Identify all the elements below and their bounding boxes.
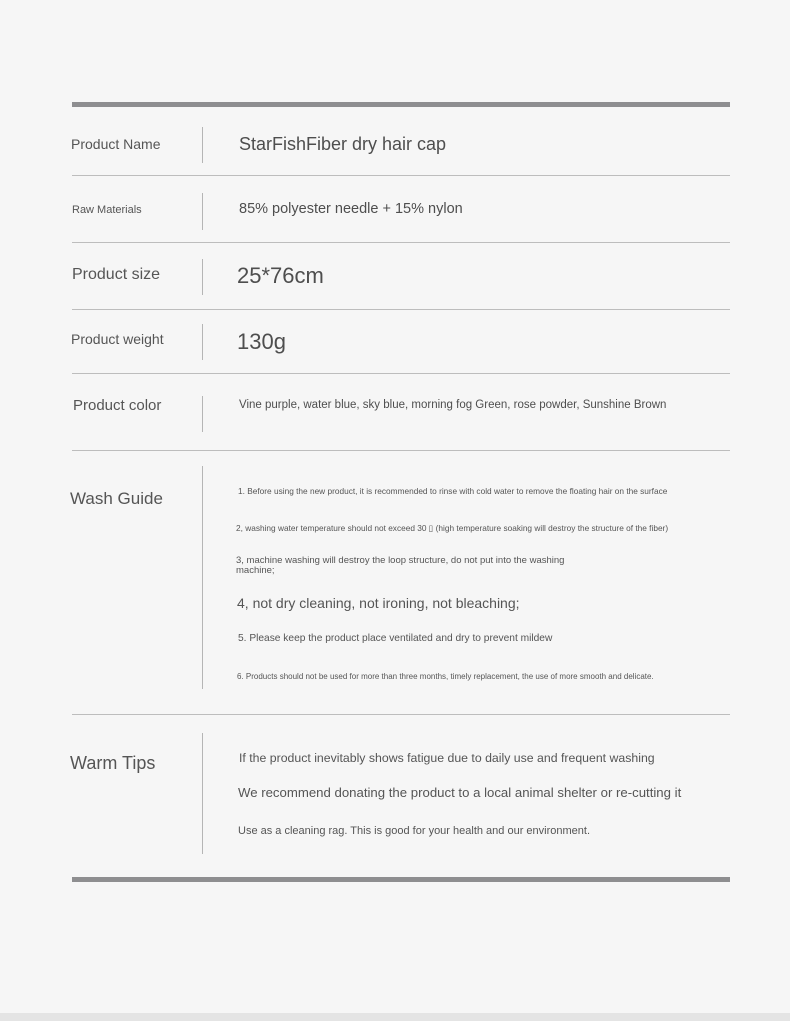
warm-tips-label: Warm Tips xyxy=(70,753,156,773)
warm-tips-line: If the product inevitably shows fatigue due to daily use and frequent washing xyxy=(239,751,655,765)
column-divider xyxy=(202,259,203,295)
bottom-strip xyxy=(0,1013,790,1021)
column-divider xyxy=(202,733,203,854)
product-size-value: 25*76cm xyxy=(237,263,324,288)
row-divider xyxy=(72,175,730,176)
wash-guide-item: 5. Please keep the product place ventilated and dry to prevent mildew xyxy=(238,633,553,644)
product-size-label: Product size xyxy=(72,266,161,283)
product-name-value: StarFishFiber dry hair cap xyxy=(239,134,447,154)
column-divider xyxy=(202,193,203,230)
column-divider xyxy=(202,466,203,689)
wash-guide-item: 6. Products should not be used for more than three months, timely replacement, the use of more smooth and delicate. xyxy=(237,672,654,681)
product-weight-label: Product weight xyxy=(71,331,164,347)
warm-tips-line: We recommend donating the product to a local animal shelter or re-cutting it xyxy=(238,785,682,800)
raw-materials-label: Raw Materials xyxy=(72,204,142,216)
row-divider xyxy=(72,242,730,243)
wash-guide-label: Wash Guide xyxy=(70,489,163,508)
row-divider xyxy=(72,450,730,451)
wash-guide-item: 1. Before using the new product, it is recommended to rinse with cold water to remove the floating hair on the surface xyxy=(238,486,668,496)
bottom-divider-bar xyxy=(72,877,730,882)
product-name-label: Product Name xyxy=(71,136,161,152)
column-divider xyxy=(202,127,203,163)
raw-materials-value: 85% polyester needle + 15% nylon xyxy=(239,201,463,217)
wash-guide-item: 4, not dry cleaning, not ironing, not bleaching; xyxy=(237,595,520,611)
wash-guide-item: 3, machine washing will destroy the loop structure, do not put into the washing machine; xyxy=(236,555,565,576)
warm-tips-line: Use as a cleaning rag. This is good for your health and our environment. xyxy=(238,825,590,837)
product-color-value: Vine purple, water blue, sky blue, morning fog Green, rose powder, Sunshine Brown xyxy=(239,399,667,411)
column-divider xyxy=(202,324,203,360)
column-divider xyxy=(202,396,203,432)
wash-guide-item: 2, washing water temperature should not exceed 30 ▯ (high temperature soaking will destroy the structure of the fiber) xyxy=(236,523,669,533)
row-divider xyxy=(72,714,730,715)
row-divider xyxy=(72,309,730,310)
product-color-label: Product color xyxy=(73,397,162,414)
row-divider xyxy=(72,373,730,374)
top-divider-bar xyxy=(72,102,730,107)
product-weight-value: 130g xyxy=(237,329,286,354)
